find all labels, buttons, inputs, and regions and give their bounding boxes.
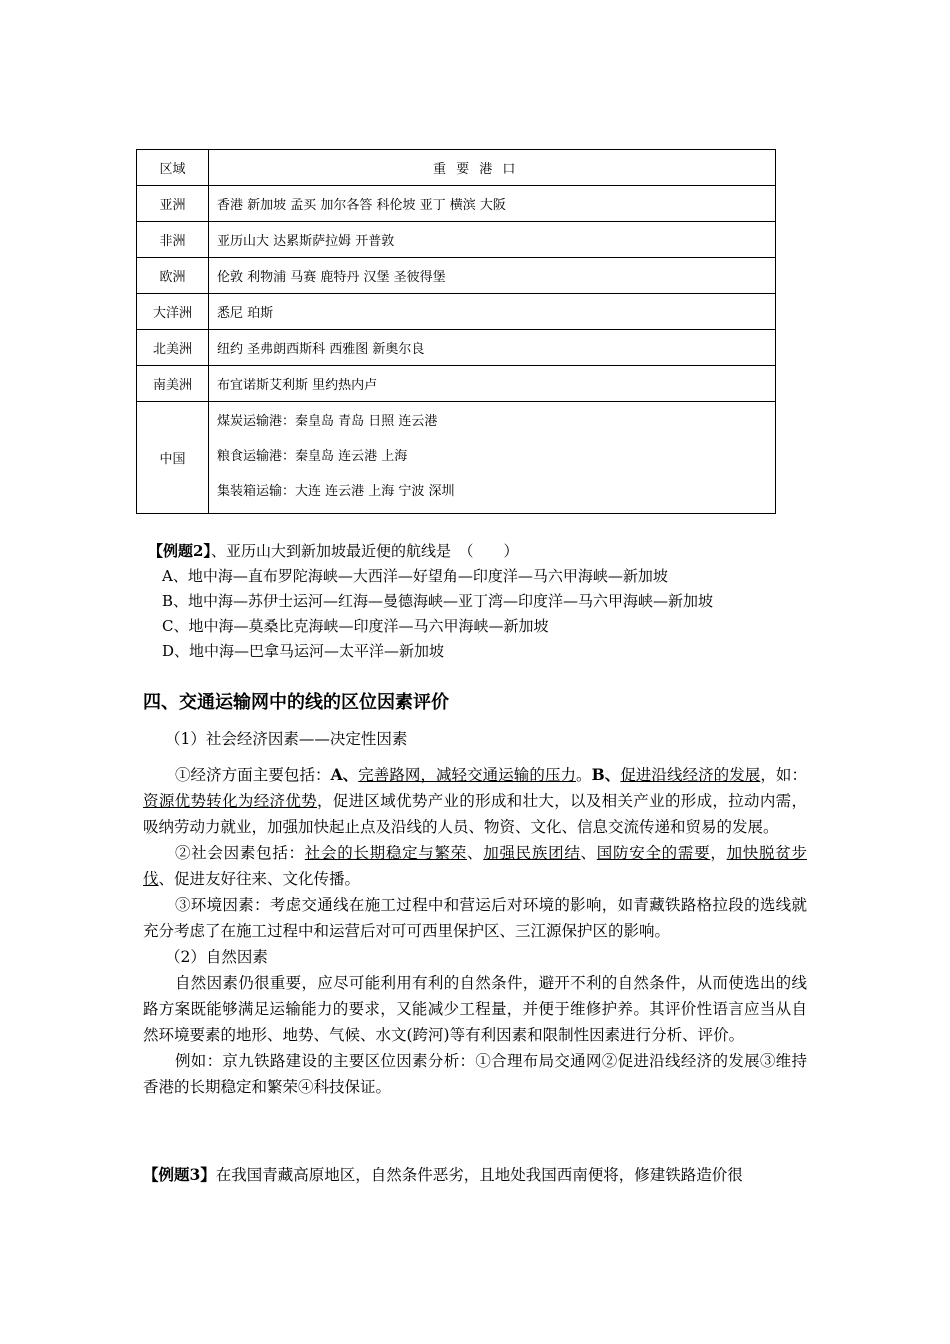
region-cell: 非洲 <box>137 222 209 258</box>
example-paragraph: 例如：京九铁路建设的主要区位因素分析：①合理布局交通网②促进沿线经济的发展③维持香港的长期稳定和繁荣④科技保证。 <box>143 1052 807 1096</box>
ports-table <box>136 149 776 514</box>
region-cell: 中国 <box>137 402 209 514</box>
coal-ports: 煤炭运输港：秦皇岛 青岛 日照 连云港 <box>217 414 438 429</box>
container-ports: 集装箱运输：大连 连云港 上海 宁波 深圳 <box>217 484 455 499</box>
ports-cell: 香港 新加坡 孟买 加尔各答 科伦坡 亚丁 横滨 大阪 <box>209 186 776 222</box>
example-3-tag: 【例题3】 <box>143 1165 216 1184</box>
ports-cell: 亚历山大 达累斯萨拉姆 开普敦 <box>209 222 776 258</box>
grain-ports: 粮食运输港：秦皇岛 连云港 上海 <box>217 449 408 464</box>
example-2 <box>148 539 713 664</box>
region-cell: 欧洲 <box>137 258 209 294</box>
header-region: 区域 <box>137 150 209 186</box>
ports-cell: 布宜诺斯艾利斯 里约热内卢 <box>209 366 776 402</box>
environment-paragraph: ③环境因素：考虑交通线在施工过程中和营运后对环境的影响，如青藏铁路格拉段的选线就充分考虑了在施工过程中和运营后对可可西里保护区、三江源保护区的影响。 <box>143 896 807 940</box>
example-2-question <box>148 539 713 564</box>
table-row <box>137 330 776 366</box>
option-c: C、地中海—莫桑比克海峡—印度洋—马六甲海峡—新加坡 <box>162 617 549 635</box>
region-cell: 北美洲 <box>137 330 209 366</box>
table-row <box>137 222 776 258</box>
region-cell: 大洋洲 <box>137 294 209 330</box>
subheading-natural: （2）自然因素 <box>165 948 268 966</box>
region-cell: 南美洲 <box>137 366 209 402</box>
table-header-row <box>137 150 776 186</box>
option-b: B、地中海—苏伊士运河—红海—曼德海峡—亚丁湾—印度洋—马六甲海峡—新加坡 <box>162 592 714 610</box>
economic-paragraph: ①经济方面主要包括：A、完善路网，减轻交通运输的压力。B、促进沿线经济的发展，如：资源优势转化为经济优势，促进区域优势产业的形成和壮大，以及相关产业的形成，拉动内需，吸纳劳动力就业，加强加快起止点及沿线的人员、物资、文化、信息交流传递和贸易的发展。 <box>143 765 807 836</box>
ports-cell: 伦敦 利物浦 马赛 鹿特丹 汉堡 圣彼得堡 <box>209 258 776 294</box>
header-ports: 重 要 港 口 <box>209 150 776 186</box>
ports-cell: 纽约 圣弗朗西斯科 西雅图 新奥尔良 <box>209 330 776 366</box>
table-row <box>137 294 776 330</box>
natural-paragraph: 自然因素仍很重要，应尽可能利用有利的自然条件，避开不利的自然条件，从而使选出的线路方案既能够满足运输能力的要求，又能减少工程量，并便于维修护养。其评价性语言应当从自然环境要素的地形、地势、气候、水文(跨河)等有利因素和限制性因素进行分析、评价。 <box>143 974 807 1044</box>
china-ports-cell <box>209 402 776 514</box>
table-row <box>137 258 776 294</box>
section-title: 四、交通运输网中的线的区位因素评价 <box>143 692 449 713</box>
example-3-text: 【例题3】在我国青藏高原地区，自然条件恶劣，且地处我国西南便将，修建铁路造价很 <box>143 1165 743 1184</box>
table-row-china <box>137 402 776 514</box>
example-3 <box>143 1162 807 1188</box>
region-cell: 亚洲 <box>137 186 209 222</box>
social-paragraph: ②社会因素包括：社会的长期稳定与繁荣、加强民族团结、国防安全的需要，加快脱贫步伐、促进友好往来、文化传播。 <box>143 844 807 888</box>
example-2-tag: 【例题2】 <box>148 542 211 560</box>
option-a: A、地中海—直布罗陀海峡—大西洋—好望角—印度洋—马六甲海峡—新加坡 <box>162 567 668 585</box>
table-row <box>137 366 776 402</box>
ports-cell: 悉尼 珀斯 <box>209 294 776 330</box>
section-body <box>143 726 807 1100</box>
option-d: D、地中海—巴拿马运河—太平洋—新加坡 <box>162 642 445 660</box>
table-row <box>137 186 776 222</box>
example-2-text: 、亚历山大到新加坡最近便的航线是 （ ） <box>210 542 519 560</box>
subheading-social-economic: （1）社会经济因素——决定性因素 <box>165 730 408 748</box>
